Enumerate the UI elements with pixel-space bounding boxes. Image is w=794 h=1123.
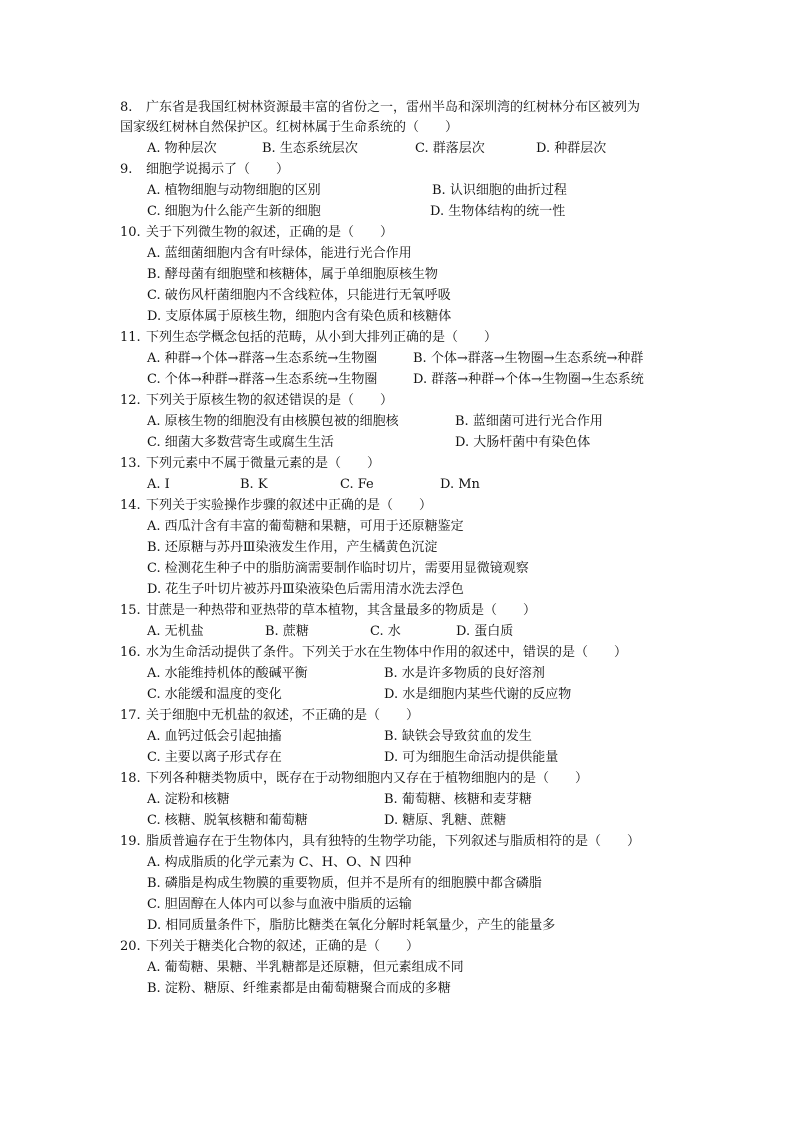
question-number: 16.: [120, 645, 141, 660]
question-stem: 13. 下列元素中不属于微量元素的是（ ）: [120, 456, 381, 471]
option-a: A. 种群→个体→群落→生态系统→生物圈: [147, 351, 378, 366]
option-d: D. 水是细胞内某些代谢的反应物: [384, 687, 572, 702]
option-d: D. 生物体结构的统一性: [430, 204, 566, 219]
question-number: 10.: [120, 225, 141, 240]
option-a: A. 无机盐: [147, 624, 204, 639]
question-number: 17.: [120, 708, 141, 723]
option-b: B. 还原糖与苏丹Ⅲ染液发生作用，产生橘黄色沉淀: [147, 540, 438, 555]
question-stem: 18. 下列各种糖类物质中，既存在于动物细胞内又存在于植物细胞内的是（ ）: [120, 771, 589, 786]
option-b: B. 酵母菌有细胞壁和核糖体，属于单细胞原核生物: [147, 267, 438, 282]
option-d: D. 支原体属于原核生物，细胞内含有染色质和核糖体: [147, 309, 452, 324]
question-stem: 10. 关于下列微生物的叙述，正确的是（ ）: [120, 225, 394, 240]
option-d: D. 种群层次: [536, 141, 607, 156]
question-stem: 14. 下列关于实验操作步骤的叙述中正确的是（ ）: [120, 498, 433, 513]
question-number: 9.: [120, 162, 133, 177]
option-c: C. 水能缓和温度的变化: [147, 687, 282, 702]
option-b: B. 个体→群落→生物圈→生态系统→种群: [413, 351, 644, 366]
option-d: D. 群落→种群→个体→生物圈→生态系统: [413, 372, 644, 387]
option-c: C. 群落层次: [415, 141, 485, 156]
option-d: D. 糖原、乳糖、蔗糖: [384, 813, 507, 828]
question-number: 18.: [120, 771, 141, 786]
option-b: B. 生态系统层次: [262, 141, 358, 156]
option-d: D. 花生子叶切片被苏丹Ⅲ染液染色后需用清水洗去浮色: [147, 582, 464, 597]
option-a: A. 血钙过低会引起抽搐: [147, 729, 282, 744]
option-c: C. 细菌大多数营寄生或腐生生活: [147, 435, 334, 450]
option-c: C. 胆固醇在人体内可以参与血液中脂质的运输: [147, 897, 412, 912]
option-c: C. 破伤风杆菌细胞内不含线粒体，只能进行无氧呼吸: [147, 288, 451, 303]
option-c: C. 细胞为什么能产生新的细胞: [147, 204, 321, 219]
question-stem: 15. 甘蔗是一种热带和亚热带的草本植物，其含量最多的物质是（ ）: [120, 603, 537, 618]
question-stem: 20. 下列关于糖类化合物的叙述，正确的是（ ）: [120, 939, 420, 954]
option-b: B. 蓝细菌可进行光合作用: [455, 414, 603, 429]
question-stem: 19. 脂质普遍存在于生物体内，具有独特的生物学功能，下列叙述与脂质相符的是（ ）: [120, 834, 641, 849]
option-c: C. Fe: [340, 477, 374, 492]
question-number: 12.: [120, 393, 141, 408]
option-b: B. 缺铁会导致贫血的发生: [384, 729, 532, 744]
option-c: C. 主要以离子形式存在: [147, 750, 282, 765]
option-a: A. 水能维持机体的酸碱平衡: [147, 666, 308, 681]
question-stem: 11. 下列生态学概念包括的范畴，从小到大排列正确的是（ ）: [120, 330, 498, 345]
question-number: 11.: [120, 330, 141, 345]
option-d: D. Mn: [440, 477, 480, 492]
option-d: D. 蛋白质: [456, 624, 514, 639]
question-stem: 16. 水为生命活动提供了条件。下列关于水在生物体中作用的叙述中，错误的是（ ）: [120, 645, 628, 660]
option-d: D. 可为细胞生命活动提供能量: [384, 750, 559, 765]
option-a: A. I: [147, 477, 170, 492]
option-c: C. 核糖、脱氧核糖和葡萄糖: [147, 813, 308, 828]
option-b: B. 认识细胞的曲折过程: [432, 183, 567, 198]
option-a: A. 构成脂质的化学元素为 C、H、O、N 四种: [147, 855, 412, 870]
question-stem: 12. 下列关于原核生物的叙述错误的是（ ）: [120, 393, 394, 408]
option-d: D. 相同质量条件下，脂肪比糖类在氧化分解时耗氧量少，产生的能量多: [147, 918, 556, 933]
question-stem: 8. 广东省是我国红树林资源最丰富的省份之一，雷州半岛和深圳湾的红树林分布区被列为: [120, 100, 641, 115]
option-d: D. 大肠杆菌中有染色体: [455, 435, 591, 450]
question-number: 13.: [120, 456, 141, 471]
question-stem: 17. 关于细胞中无机盐的叙述，不正确的是（ ）: [120, 708, 420, 723]
question-number: 20.: [120, 939, 141, 954]
question-stem: 国家级红树林自然保护区。红树林属于生命系统的（ ）: [120, 120, 459, 135]
option-a: A. 植物细胞与动物细胞的区别: [147, 183, 321, 198]
option-a: A. 淀粉和核糖: [147, 792, 230, 807]
question-number: 8.: [120, 100, 133, 115]
option-c: C. 检测花生种子中的脂肪滴需要制作临时切片，需要用显微镜观察: [147, 561, 529, 576]
option-a: A. 葡萄糖、果糖、半乳糖都是还原糖，但元素组成不同: [147, 960, 464, 975]
question-number: 19.: [120, 834, 141, 849]
option-a: A. 物种层次: [147, 141, 217, 156]
option-a: A. 西瓜汁含有丰富的葡萄糖和果糖，可用于还原糖鉴定: [147, 519, 464, 534]
option-c: C. 水: [370, 624, 401, 639]
question-stem: 9. 细胞学说揭示了（ ）: [120, 162, 290, 177]
option-b: B. 磷脂是构成生物膜的重要物质，但并不是所有的细胞膜中都含磷脂: [147, 876, 542, 891]
option-c: C. 个体→种群→群落→生态系统→生物圈: [147, 372, 378, 387]
question-number: 15.: [120, 603, 141, 618]
option-b: B. 葡萄糖、核糖和麦芽糖: [384, 792, 532, 807]
option-b: B. K: [240, 477, 268, 492]
option-b: B. 蔗糖: [265, 624, 309, 639]
question-number: 14.: [120, 498, 141, 513]
option-a: A. 原核生物的细胞没有由核膜包被的细胞核: [147, 414, 399, 429]
option-b: B. 水是许多物质的良好溶剂: [384, 666, 545, 681]
option-b: B. 淀粉、糖原、纤维素都是由葡萄糖聚合而成的多糖: [147, 981, 451, 996]
option-a: A. 蓝细菌细胞内含有叶绿体，能进行光合作用: [147, 246, 412, 261]
